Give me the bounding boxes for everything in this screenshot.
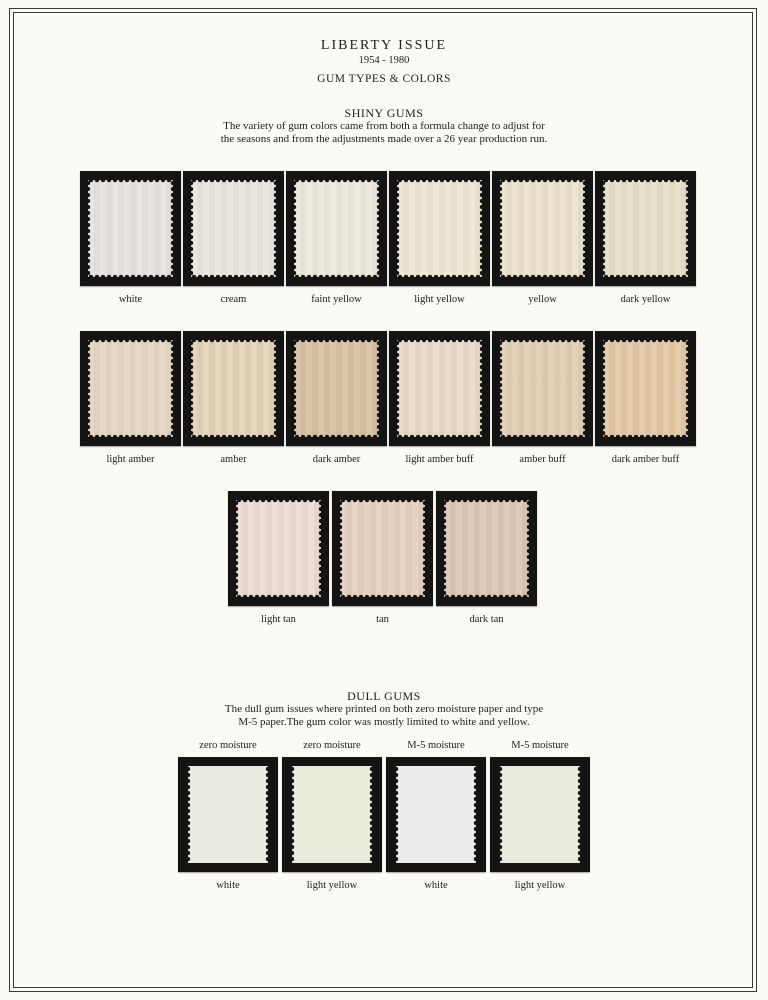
stamp-mount (595, 171, 696, 286)
stamp-top-label: zero moisture (303, 740, 361, 751)
stamp-mount (282, 757, 382, 872)
stamp-mount (80, 171, 181, 286)
stamp-label: white (424, 880, 448, 891)
stamp-mount (228, 491, 329, 606)
stamp-label: tan (376, 614, 389, 625)
stamp-mount (286, 331, 387, 446)
stamp-label: light yellow (514, 880, 566, 891)
gum-sample-stamp (292, 766, 372, 863)
gum-sample-stamp (236, 500, 321, 597)
stamp-mount (595, 331, 696, 446)
gum-sample-stamp (88, 180, 173, 277)
gum-sample-stamp (444, 500, 529, 597)
stamp-mount (436, 491, 537, 606)
stamp-top-label: M-5 moisture (511, 740, 569, 751)
gum-sample-stamp (603, 340, 688, 437)
stamp-label: yellow (528, 294, 557, 305)
gum-sample-stamp (188, 766, 268, 863)
stamp-mount (178, 757, 278, 872)
stamp-label: light yellow (414, 294, 465, 305)
gum-sample-stamp (294, 340, 379, 437)
shiny-gums-description-line-2: the seasons and from the adjustments made over a 26 year production run. (220, 133, 548, 145)
stamp-label: light amber (106, 454, 155, 465)
stamp-top-label: M-5 moisture (407, 740, 465, 751)
stamp-label: amber buff (519, 454, 566, 465)
shiny-gums-description-line-1: The variety of gum colors came from both a formula change to adjust for (223, 120, 545, 132)
stamp-label: amber (220, 454, 247, 465)
stamp-label: dark amber (312, 454, 361, 465)
page-title: LIBERTY ISSUE (320, 38, 448, 53)
stamp-mount (389, 331, 490, 446)
stamp-mount (332, 491, 433, 606)
stamp-label: white (118, 294, 143, 305)
stamp-label: white (216, 880, 240, 891)
page-years: 1954 - 1980 (358, 55, 410, 66)
stamp-mount (183, 331, 284, 446)
shiny-gums-heading: SHINY GUMS (344, 106, 424, 120)
stamp-label: light yellow (306, 880, 358, 891)
stamp-label: light amber buff (405, 454, 474, 465)
dull-gums-heading: DULL GUMS (347, 689, 421, 703)
gum-sample-stamp (340, 500, 425, 597)
gum-sample-stamp (500, 340, 585, 437)
gum-sample-stamp (396, 766, 476, 863)
stamp-label: dark yellow (620, 294, 671, 305)
stamp-top-label: zero moisture (199, 740, 257, 751)
stamp-mount (386, 757, 486, 872)
stamp-label: light tan (261, 614, 296, 625)
stamp-mount (389, 171, 490, 286)
gum-sample-stamp (500, 766, 580, 863)
stamp-label: faint yellow (311, 294, 362, 305)
gum-sample-stamp (294, 180, 379, 277)
stamp-label: cream (220, 294, 247, 305)
stamp-mount (80, 331, 181, 446)
gum-sample-stamp (191, 340, 276, 437)
dull-gums-description-line-1: The dull gum issues where printed on both zero moisture paper and type (224, 703, 544, 715)
page-subtitle: GUM TYPES & COLORS (317, 73, 451, 85)
stamp-label: dark tan (469, 614, 504, 625)
dull-gums-description-line-2: M-5 paper.The gum color was mostly limited to white and yellow. (238, 716, 530, 728)
gum-sample-stamp (397, 180, 482, 277)
stamp-mount (286, 171, 387, 286)
gum-sample-stamp (397, 340, 482, 437)
gum-sample-stamp (500, 180, 585, 277)
gum-sample-stamp (191, 180, 276, 277)
gum-sample-stamp (88, 340, 173, 437)
gum-sample-stamp (603, 180, 688, 277)
stamp-mount (492, 171, 593, 286)
stamp-label: dark amber buff (611, 454, 680, 465)
stamp-mount (490, 757, 590, 872)
stamp-mount (492, 331, 593, 446)
stamp-mount (183, 171, 284, 286)
